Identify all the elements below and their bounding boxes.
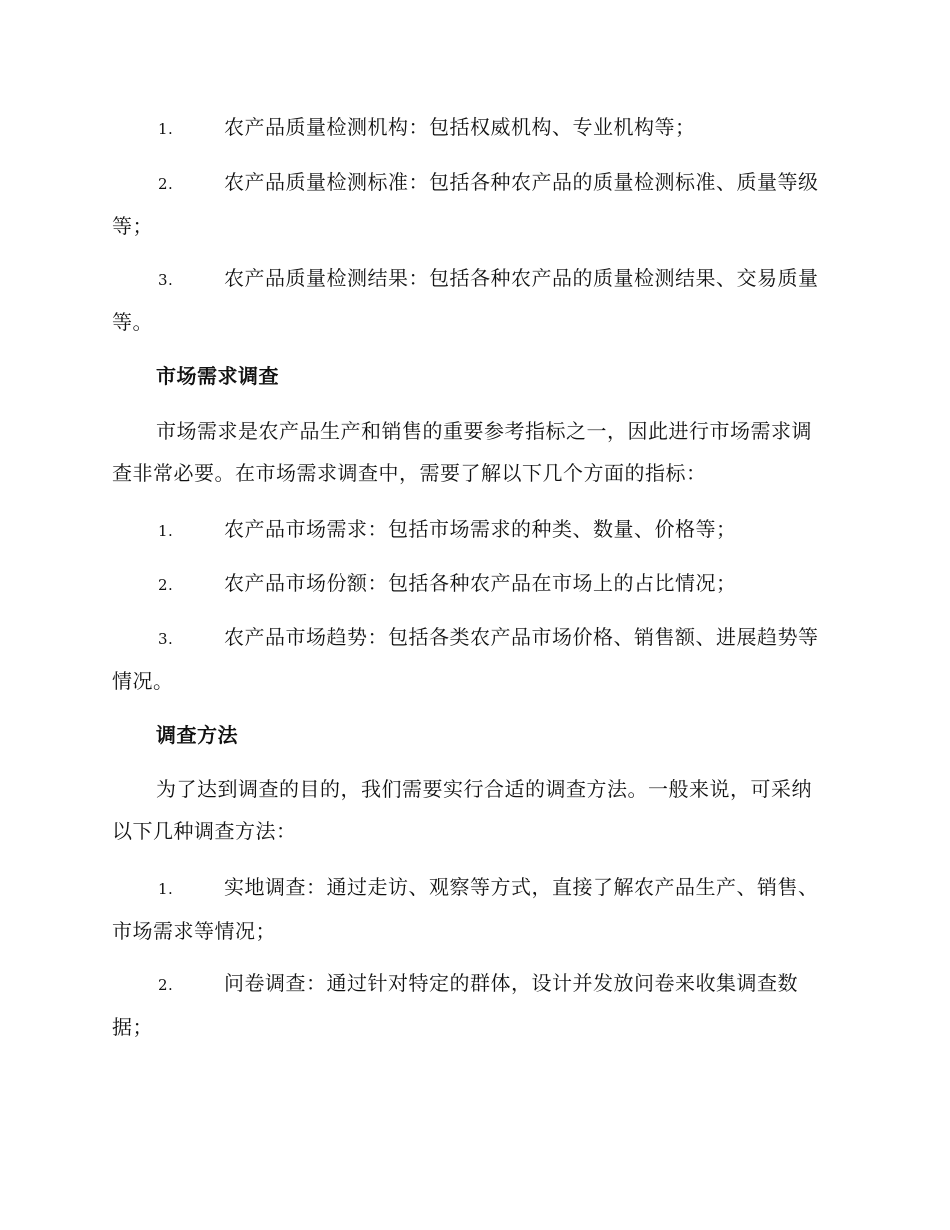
list-item-number: 3. <box>158 271 174 289</box>
section-heading: 市场需求调查 <box>156 364 279 388</box>
list-item <box>112 508 832 552</box>
list-item <box>112 562 832 606</box>
list-item <box>112 257 832 343</box>
list-item <box>112 616 832 702</box>
list-item-number: 3. <box>158 630 174 648</box>
list-item-text: 问卷调查：通过针对特定的群体，设计并发放问卷来收集调查数据； <box>112 971 798 1039</box>
list-item <box>112 106 832 150</box>
list-item <box>112 962 832 1048</box>
list-item-number: 1. <box>158 522 174 540</box>
paragraph: 市场需求是农产品生产和销售的重要参考指标之一，因此进行市场需求调查非常必要。在市场需求调查中，需要了解以下几个方面的指标： <box>112 419 812 485</box>
list-item-text: 实地调查：通过走访、观察等方式，直接了解农产品生产、销售、市场需求等情况； <box>112 875 819 943</box>
list-item-text: 农产品质量检测机构：包括权威机构、专业机构等； <box>224 115 696 139</box>
list-item-text: 农产品市场需求：包括市场需求的种类、数量、价格等； <box>224 517 737 541</box>
paragraph: 为了达到调查的目的，我们需要实行合适的调查方法。一般来说，可采纳以下几种调查方法： <box>112 777 812 843</box>
list-item-number: 2. <box>158 175 174 193</box>
list-item <box>112 161 832 247</box>
list-item <box>112 866 832 952</box>
list-item-number: 2. <box>158 976 174 994</box>
section-heading: 调查方法 <box>156 723 238 747</box>
list-item-text: 农产品质量检测结果：包括各种农产品的质量检测结果、交易质量等。 <box>112 266 819 334</box>
list-item-text: 农产品质量检测标准：包括各种农产品的质量检测标准、质量等级等； <box>112 170 819 238</box>
list-item-number: 1. <box>158 120 174 138</box>
list-item-number: 2. <box>158 576 174 594</box>
list-item-text: 农产品市场趋势：包括各类农产品市场价格、销售额、进展趋势等情况。 <box>112 625 819 693</box>
list-item-text: 农产品市场份额：包括各种农产品在市场上的占比情况； <box>224 571 737 595</box>
list-item-number: 1. <box>158 880 174 898</box>
